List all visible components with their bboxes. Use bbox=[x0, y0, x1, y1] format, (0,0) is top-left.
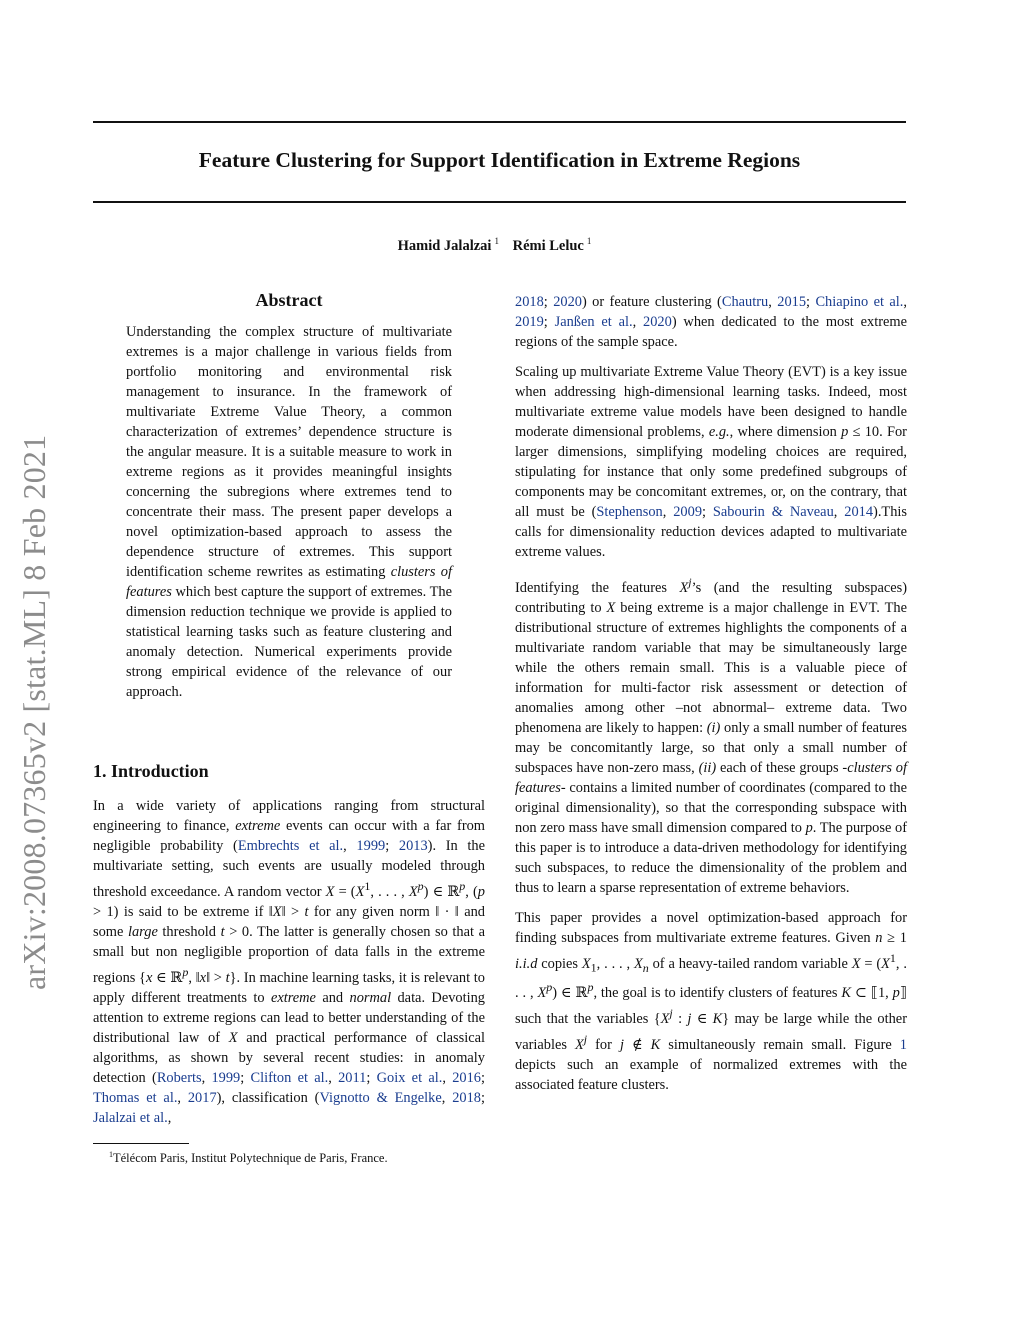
footnote: $^1$Télécom Paris, Institut Polytechnique de Paris, France. bbox=[109, 1150, 388, 1165]
author-name: Rémi Leluc bbox=[512, 238, 584, 254]
citation-link[interactable]: Clifton et al. bbox=[250, 1069, 329, 1086]
citation-link[interactable]: Vignotto & Engelke bbox=[319, 1089, 442, 1106]
figure-link[interactable]: 1 bbox=[899, 1036, 907, 1053]
citation-link[interactable]: Stephenson bbox=[596, 504, 663, 520]
title-top-rule bbox=[93, 121, 906, 123]
citation-link[interactable]: 2017 bbox=[187, 1089, 217, 1106]
citation-link[interactable]: Chautru bbox=[721, 294, 769, 310]
paragraph: Identifying the features $X^j’s$ (and the resulting subspaces) contributing to X being extreme is a major challenge in EVT. The distributional structure of extremes highlights the components of a multivariate random variable that may be simultaneously large while the others remain small. This is a valuable piece of information for multi-factor risk assessment or detection of anomalies among other –not abnormal– extreme data. Two phenomena are likely to happen: (i) only a small number of features may be concomitantly large, so that only a small number of subspaces have non-zero mass, (ii) each of these groups -clusters of features- contains a limited number of coordinates (compared to the original dimensionality), so that the corresponding subspace with non zero mass have small dimension compared to p. The purpose of this paper is to introduce a data-driven methodology for identifying such subspaces, to reduce the dimensionality of the problem and thus to learn a sparse representation of extreme behaviors. bbox=[515, 575, 907, 896]
author-list bbox=[93, 236, 906, 255]
affiliation-mark: 1 bbox=[586, 236, 592, 246]
citation-link[interactable]: 2011 bbox=[338, 1069, 367, 1086]
citation-link[interactable]: 2009 bbox=[673, 504, 703, 520]
citation-link[interactable]: 2014 bbox=[844, 504, 874, 520]
citation-link[interactable]: Thomas et al. bbox=[93, 1089, 178, 1106]
citation-link[interactable]: 2018 bbox=[452, 1089, 481, 1106]
paragraph: Scaling up multivariate Extreme Value Theory (EVT) is a key issue when addressing high-dimensional learning tasks. Indeed, most multivariate extreme value models have been designed to handle moderate dimensional problems, e.g., where dimension p ≤ 10. For larger dimensions, simplifying modeling choices are required, stipulating for instance that only some predefined subgroups of components may be concomitant extremes, or, on the contrary, that all must be (Stephenson, 2009; Sabourin & Naveau, 2014).This calls for dimensionality reduction devices adapted to multivariate extreme values. bbox=[515, 364, 908, 560]
citation-link[interactable]: 2019 bbox=[515, 314, 544, 330]
title-bottom-rule bbox=[93, 201, 906, 203]
paragraph: This paper provides a novel optimization-based approach for finding subspaces from multivariate extreme features. Given n ≥ 1 i.i.d copies $X_1$, . . . , $X_n$ of a heavy-tailed random variable $X = (X^1$, . . . , $X^p$) ∈ ℝ$^p$, the goal is to identify clusters of features K ⊂ ⟦1, p⟧ such that the variables {$X^j$ : j ∈ K} may be large while the other variables $X^j$ for j ∉ K simultaneously remain small. Figure 1 depicts such an example of normalized extremes with the associated feature clusters. bbox=[515, 909, 907, 1093]
citation-link[interactable]: 2015 bbox=[777, 294, 807, 310]
citation-link[interactable]: 2020 bbox=[553, 294, 582, 310]
citation-link[interactable]: Goix et al. bbox=[376, 1069, 443, 1086]
affiliation-mark: 1 bbox=[494, 236, 499, 246]
paragraph: 2018; 2020) or feature clustering (Chautru, 2015; Chiapino et al., 2019; Janßen et al., 2020) when dedicated to the most extreme regions of the sample space. bbox=[515, 294, 907, 350]
introduction-right-column bbox=[515, 292, 907, 1105]
citation-link[interactable]: 2018 bbox=[515, 294, 544, 310]
introduction-left-column bbox=[93, 796, 485, 1138]
arxiv-stamp: arXiv:2008.07365v2 [stat.ML] 8 Feb 2021 bbox=[16, 434, 52, 990]
citation-link[interactable]: Sabourin & Naveau bbox=[712, 504, 834, 520]
citation-link[interactable]: Jalalzai et al. bbox=[93, 1109, 168, 1126]
abstract-body: Understanding the complex structure of multivariate extremes is a major challenge in various fields from portfolio monitoring and environmental risk management to insurance. In the framework of multivariate Extreme Value Theory, a common characterization of extremes’ dependence structure is the angular measure. It is a suitable measure to work in extreme regions as it provides meaningful insights concerning the subregions where extremes tend to concentrate their mass. The present paper develops a novel optimization-based approach to assess the dependence structure of extremes. This support identification scheme rewrites as estimating clusters of features which best capture the support of extremes. The dimension reduction technique we provide is applied to statistical learning tasks such as feature clustering and anomaly detection. Numerical experiments provide strong empirical evidence of the relevance of our approach. bbox=[126, 324, 452, 700]
paper-title: Feature Clustering for Support Identification in Extreme Regions bbox=[198, 148, 801, 172]
footnote-rule bbox=[93, 1143, 189, 1144]
citation-link[interactable]: 1999 bbox=[356, 838, 386, 854]
citation-link[interactable]: 2013 bbox=[398, 838, 428, 854]
citation-link[interactable]: 1999 bbox=[211, 1069, 241, 1086]
citation-link[interactable]: 2020 bbox=[643, 314, 672, 330]
author-name: Hamid Jalalzai bbox=[397, 238, 492, 254]
abstract-heading: Abstract bbox=[255, 290, 323, 310]
section-heading-introduction: 1. Introduction bbox=[93, 761, 209, 781]
citation-link[interactable]: Janßen et al. bbox=[554, 314, 633, 330]
citation-link[interactable]: Roberts bbox=[156, 1069, 202, 1086]
citation-link[interactable]: Embrechts et al. bbox=[237, 838, 344, 854]
citation-link[interactable]: 2016 bbox=[452, 1069, 481, 1086]
citation-link[interactable]: Chiapino et al. bbox=[815, 294, 904, 310]
paragraph: In a wide variety of applications ranging from structural engineering to finance, extreme events can occur with a far from negligible probability (Embrechts et al., 1999; 2013). In the multivariate setting, such events are usually modeled through threshold exceedance. A random vector $X = (X^1$, . . . , $X^p$) ∈ ℝ$^p$, (p > 1) is said to be extreme if ‖X‖ > t for any given norm ‖ · ‖ and some large threshold t > 0. The latter is generally chosen so that a small but non negligible proportion of data falls in the extreme regions {x ∈ ℝ$^p$, ‖x‖ > t}. In machine learning tasks, it is relevant to apply different treatments to extreme and normal data. Devoting attention to extreme regions can lead to better understanding of the distributional law of X and practical performance of classical algorithms, as shown by several recent studies: in anomaly detection (Roberts, 1999; Clifton et al., 2011; Goix et al., 2016; Thomas et al., 2017), classification (Vignotto & Engelke, 2018; Jalalzai et al., bbox=[93, 798, 486, 1126]
